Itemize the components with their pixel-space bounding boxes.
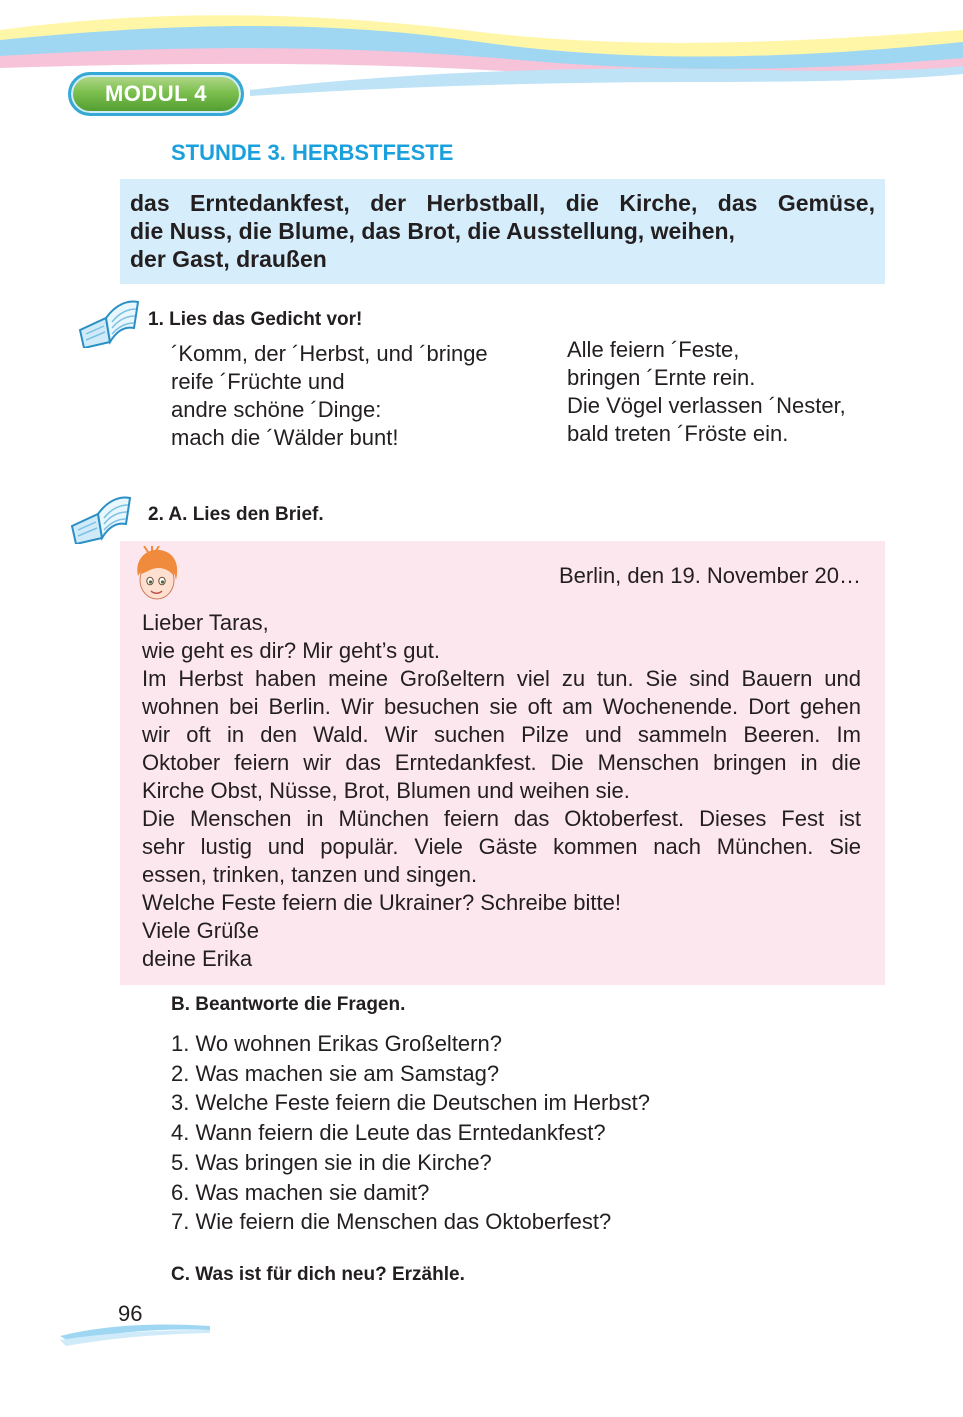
letter-line: Lieber Taras, [142, 610, 269, 635]
poem-line: reife ´Früchte und [171, 369, 345, 394]
wave-decoration [60, 1318, 220, 1348]
task-2b-heading: B. Beantworte die Fragen. [171, 994, 406, 1015]
module-badge: MODUL 4 [68, 72, 244, 116]
letter-line: Viele Grüße [142, 918, 259, 943]
poem-line: andre schöne ´Dinge: [171, 397, 382, 422]
letter-line: deine Erika [142, 946, 253, 971]
question-item: 1. Wo wohnen Erikas Großeltern? [171, 1031, 502, 1056]
letter-line: Kirche Obst, Nüsse, Brot, Blumen und weihen sie. [142, 778, 630, 803]
letter-date: Berlin, den 19. November 20… [558, 563, 861, 588]
vocabulary-line: das Erntedankfest, der Herbstball, die Kirche, das Gemüse, [130, 190, 875, 216]
vocabulary-line: die Nuss, die Blume, das Brot, die Ausstellung, weihen, [130, 218, 735, 244]
vocabulary-box [120, 179, 885, 284]
task-2c-heading: C. Was ist für dich neu? Erzähle. [171, 1264, 465, 1285]
question-item: 2. Was machen sie am Samstag? [171, 1060, 500, 1086]
vocabulary-line: der Gast, draußen [130, 246, 327, 272]
open-book-icon [76, 296, 142, 348]
task-1-heading: 1. Lies das Gedicht vor! [148, 309, 363, 330]
girl-portrait-icon [128, 546, 184, 604]
letter-line: wohnen bei Berlin. Wir besuchen sie oft am Wochenende. Dort gehen [142, 694, 861, 719]
page-number: 96 [118, 1301, 143, 1326]
letter-line: essen, trinken, tanzen und singen. [142, 862, 478, 887]
question-item: 5. Was bringen sie in die Kirche? [171, 1149, 492, 1175]
poem-line: Die Vögel verlassen ´Nester, [567, 393, 846, 418]
poem-line: ´Komm, der ´Herbst, und ´bringe [171, 341, 488, 366]
poem-left-column [171, 340, 488, 452]
letter-body [142, 609, 861, 973]
question-item: 7. Wie feiern die Menschen das Oktoberfest? [171, 1209, 612, 1235]
question-list [171, 1029, 650, 1237]
poem-line: bringen ´Ernte rein. [567, 365, 756, 390]
question-item: 6. Was machen sie damit? [171, 1179, 430, 1205]
poem-line: bald treten ´Fröste ein. [567, 421, 789, 446]
poem-line: Alle feiern ´Feste, [567, 337, 740, 362]
poem-line: mach die ´Wälder bunt! [171, 425, 399, 450]
letter-line: Oktober feiern wir das Erntedankfest. Die Menschen bringen in die [142, 750, 861, 775]
question-item: 3. Welche Feste feiern die Deutschen im Herbst? [171, 1090, 650, 1116]
open-book-icon [68, 492, 134, 544]
task-2a-heading: 2. A. Lies den Brief. [148, 504, 324, 525]
letter-line: wir oft in den Wald. Wir suchen Pilze und sammeln Beeren. Im [142, 722, 861, 747]
poem-right-column [567, 336, 846, 448]
lesson-title: STUNDE 3. HERBSTFESTE [171, 140, 454, 165]
letter-line: wie geht es dir? Mir geht’s gut. [142, 638, 440, 663]
letter-line: sehr lustig und populär. Viele Gäste kommen nach München. Sie [142, 834, 861, 859]
question-item: 4. Wann feiern die Leute das Erntedankfest? [171, 1120, 606, 1146]
letter-line: Welche Feste feiern die Ukrainer? Schreibe bitte! [142, 890, 621, 915]
letter-line: Im Herbst haben meine Großeltern viel zu tun. Sie sind Bauern und [142, 666, 861, 691]
letter-line: Die Menschen in München feiern das Oktoberfest. Dieses Fest ist [142, 806, 861, 831]
